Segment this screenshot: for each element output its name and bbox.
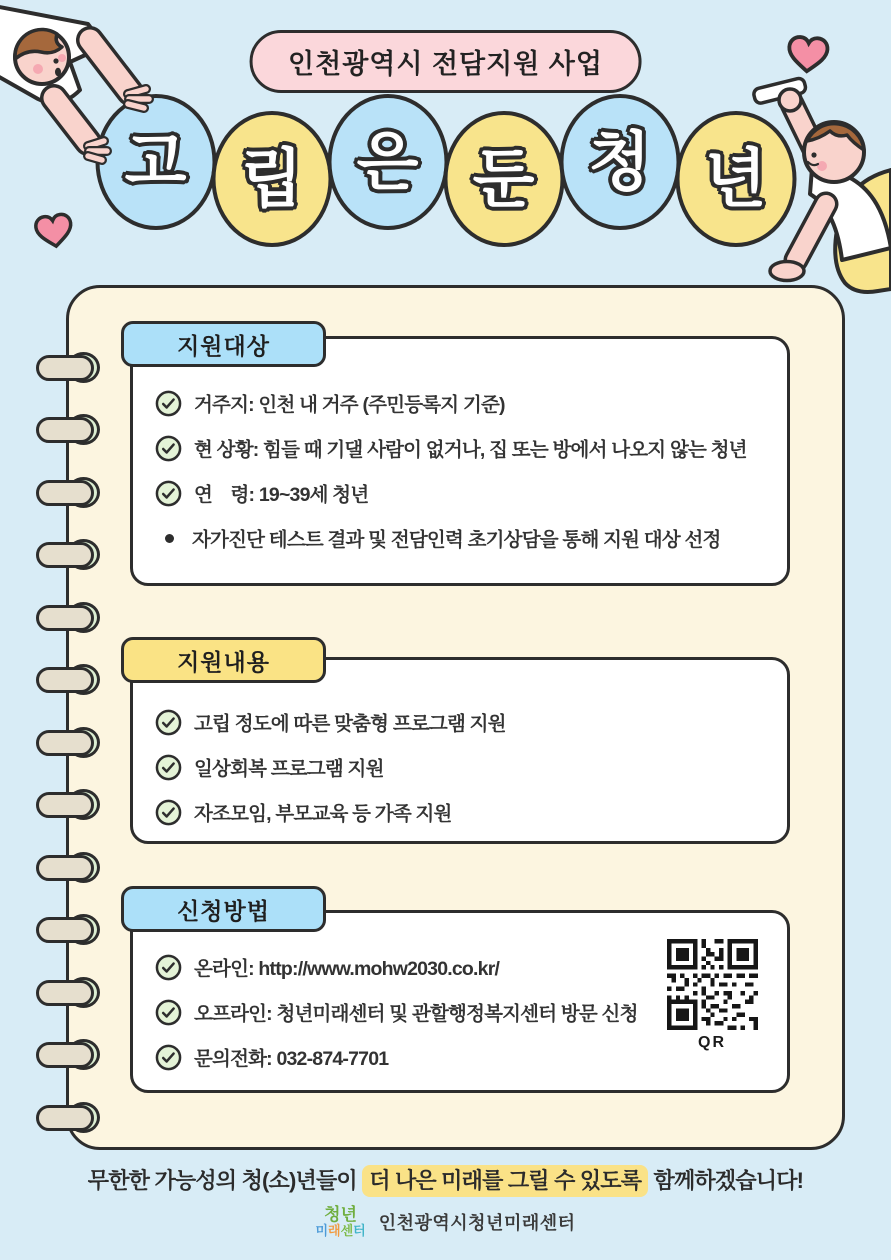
title-letter: 은 <box>356 126 419 198</box>
item-text: 고립 정도에 따른 맞춤형 프로그램 지원 <box>194 713 506 735</box>
title-letter: 년 <box>704 143 767 215</box>
spiral-binding <box>36 852 102 884</box>
check-icon <box>155 799 182 826</box>
section-box <box>130 657 790 844</box>
item-text: 일상회복 프로그램 지원 <box>194 758 384 780</box>
spiral-binding <box>36 664 102 696</box>
note-text: 자가진단 테스트 결과 및 전담인력 초기상담을 통해 지원 대상 선정 <box>192 529 721 551</box>
spiral-binding <box>36 977 102 1009</box>
title-letter: 립 <box>240 143 303 215</box>
title-letter-circle <box>327 94 448 230</box>
qr-label: QR <box>698 1034 726 1051</box>
tagline-highlight: 더 나은 미래를 그릴 수 있도록 <box>362 1165 648 1197</box>
logo-line2 <box>315 1224 365 1238</box>
binding-pill <box>36 1105 94 1131</box>
check-icon <box>155 1044 182 1071</box>
item-text: 오프라인: 청년미래센터 및 관할행정복지센터 방문 신청 <box>194 1003 638 1025</box>
check-icon <box>155 435 182 462</box>
binding-pill <box>36 417 94 443</box>
section-box <box>130 910 790 1093</box>
heart-icon <box>32 209 77 251</box>
person-writing-illustration <box>686 50 891 295</box>
binding-pill <box>36 480 94 506</box>
binding-pill <box>36 980 94 1006</box>
list-item <box>133 479 787 507</box>
binding-pill <box>36 542 94 568</box>
spiral-binding <box>36 789 102 821</box>
binding-pill <box>36 792 94 818</box>
tagline-suffix: 함께하겠습니다! <box>648 1168 804 1193</box>
logo-line1: 청년 <box>324 1205 358 1224</box>
online-url-text[interactable]: 온라인: http://www.mohw2030.co.kr/ <box>194 958 500 980</box>
check-icon <box>155 999 182 1026</box>
title-letter: 청 <box>588 126 651 198</box>
check-icon <box>155 954 182 981</box>
title-letter-circle <box>443 111 564 247</box>
org-name: 인천광역시청년미래센터 <box>378 1212 576 1233</box>
section-box <box>130 336 790 586</box>
list-item <box>133 389 787 417</box>
qr-block <box>661 937 763 1052</box>
binding-pill <box>36 1042 94 1068</box>
binding-pill <box>36 355 94 381</box>
title-letter-circle <box>559 94 680 230</box>
check-icon <box>155 480 182 507</box>
tagline-prefix: 무한한 가능성의 청(소)년들이 <box>87 1168 363 1193</box>
center-logo <box>315 1206 365 1237</box>
item-text: 연 령: 19~39세 청년 <box>194 484 369 506</box>
item-text: 자조모임, 부모교육 등 가족 지원 <box>194 803 452 825</box>
title-letter: 고 <box>124 126 187 198</box>
list-item <box>133 708 787 736</box>
binding-pill <box>36 917 94 943</box>
logo-char: 터 <box>353 1222 366 1238</box>
spiral-binding <box>36 477 102 509</box>
footer <box>0 1206 891 1237</box>
section-tab: 지원내용 <box>121 637 326 683</box>
list-item <box>133 753 787 781</box>
logo-char: 미 <box>315 1222 329 1238</box>
list-item <box>133 798 787 826</box>
spiral-binding <box>36 539 102 571</box>
title-letter: 둔 <box>472 143 535 215</box>
binding-pill <box>36 667 94 693</box>
check-icon <box>155 390 182 417</box>
binding-pill <box>36 730 94 756</box>
logo-char: 센 <box>340 1222 354 1238</box>
binding-pill <box>36 605 94 631</box>
spiral-binding <box>36 602 102 634</box>
item-text: 현 상황: 힘들 때 기댈 사람이 없거나, 집 또는 방에서 나오지 않는 청년 <box>194 439 747 461</box>
section-tab: 지원대상 <box>121 321 326 367</box>
item-text: 거주지: 인천 내 거주 (주민등록지 기준) <box>194 394 505 416</box>
spiral-binding <box>36 352 102 384</box>
check-icon <box>155 754 182 781</box>
spiral-binding <box>36 914 102 946</box>
item-text: 문의전화: 032-874-7701 <box>194 1048 389 1070</box>
section-tab: 신청방법 <box>121 886 326 932</box>
notebook-card <box>66 285 845 1150</box>
spiral-binding <box>36 1039 102 1071</box>
spiral-binding <box>36 414 102 446</box>
note-item <box>133 524 787 552</box>
spiral-binding <box>36 1102 102 1134</box>
logo-char: 래 <box>328 1222 341 1238</box>
person-reaching-illustration <box>0 0 250 190</box>
qr-code[interactable] <box>665 937 760 1032</box>
list-item <box>133 434 787 462</box>
program-badge: 인천광역시 전담지원 사업 <box>249 30 642 93</box>
binding-pill <box>36 855 94 881</box>
bullet-icon <box>165 534 174 543</box>
check-icon <box>155 709 182 736</box>
spiral-binding <box>36 727 102 759</box>
tagline <box>0 1164 891 1195</box>
